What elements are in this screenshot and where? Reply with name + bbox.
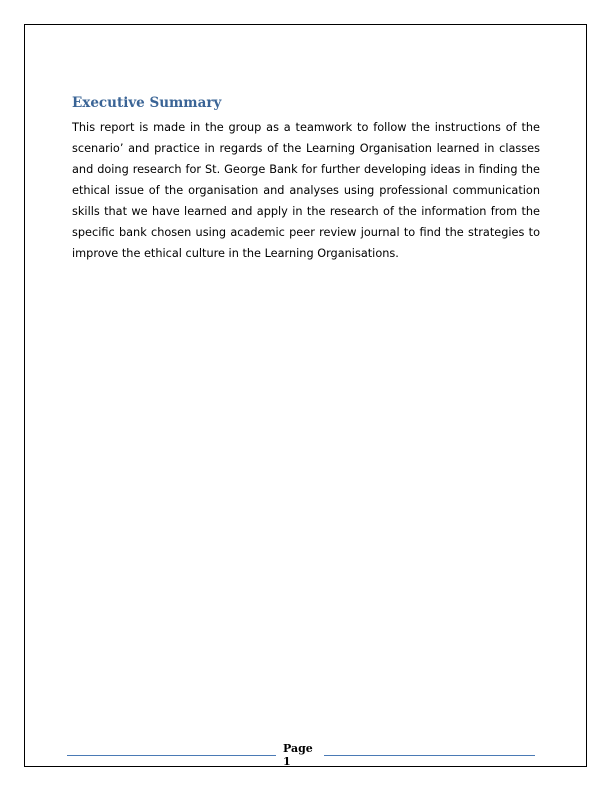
summary-paragraph: This report is made in the group as a teamwork to follow the instructions of the scenario’ and practice in regards of the Learning Organisation learned in classes and doing research for St. George Bank for further developing ideas in finding the ethical issue of the organisation and analyses using professional communication skills that we have learned and apply in the research of the information from the specific bank chosen using academic peer review journal to find the strategies to improve the ethical culture in the Learning Organisations. [72, 121, 540, 260]
footer-rule-left [67, 755, 276, 756]
page-label: Page [283, 742, 313, 755]
page-number: 1 [283, 755, 291, 768]
footer-rule-right [324, 755, 535, 756]
section-heading: Executive Summary [72, 95, 222, 111]
